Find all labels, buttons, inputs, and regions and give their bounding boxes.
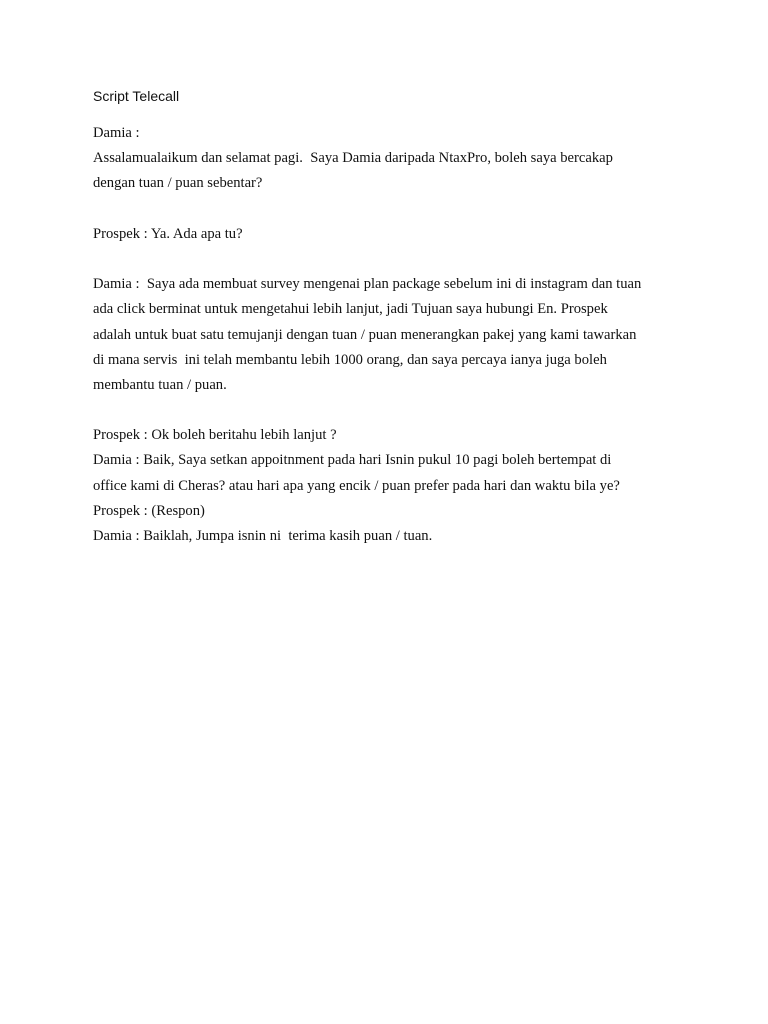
script-line: Prospek : Ya. Ada apa tu?	[93, 225, 243, 242]
script-line: di mana servis ini telah membantu lebih 1000 orang, dan saya percaya ianya juga boleh	[93, 351, 607, 368]
script-body	[93, 121, 693, 549]
script-line: Prospek : (Respon)	[93, 502, 205, 519]
paragraph-gap	[93, 398, 693, 423]
script-line: membantu tuan / puan.	[93, 376, 227, 393]
script-line: Damia :	[93, 125, 140, 141]
script-line: Prospek : Ok boleh beritahu lebih lanjut ?	[93, 427, 337, 444]
paragraph-gap	[93, 197, 693, 222]
document-title: Script Telecall	[93, 88, 180, 104]
script-line: Assalamualaikum dan selamat pagi. Saya Damia daripada NtaxPro, boleh saya bercakap	[93, 150, 613, 167]
script-line: ada click berminat untuk mengetahui lebih lanjut, jadi Tujuan saya hubungi En. Prospek	[93, 301, 608, 318]
script-line: dengan tuan / puan sebentar?	[93, 175, 263, 192]
script-line: Damia : Saya ada membuat survey mengenai plan package sebelum ini di instagram dan tuan	[93, 276, 642, 293]
script-line: office kami di Cheras? atau hari apa yang encik / puan prefer pada hari dan waktu bila ye?	[93, 477, 620, 494]
script-line: Damia : Baik, Saya setkan appoitnment pada hari Isnin pukul 10 pagi boleh bertempat di	[93, 452, 612, 469]
script-line: adalah untuk buat satu temujanji dengan tuan / puan menerangkan pakej yang kami tawarkan	[93, 326, 637, 343]
paragraph-gap	[93, 247, 693, 272]
script-line: Damia : Baiklah, Jumpa isnin ni terima kasih puan / tuan.	[93, 528, 433, 544]
